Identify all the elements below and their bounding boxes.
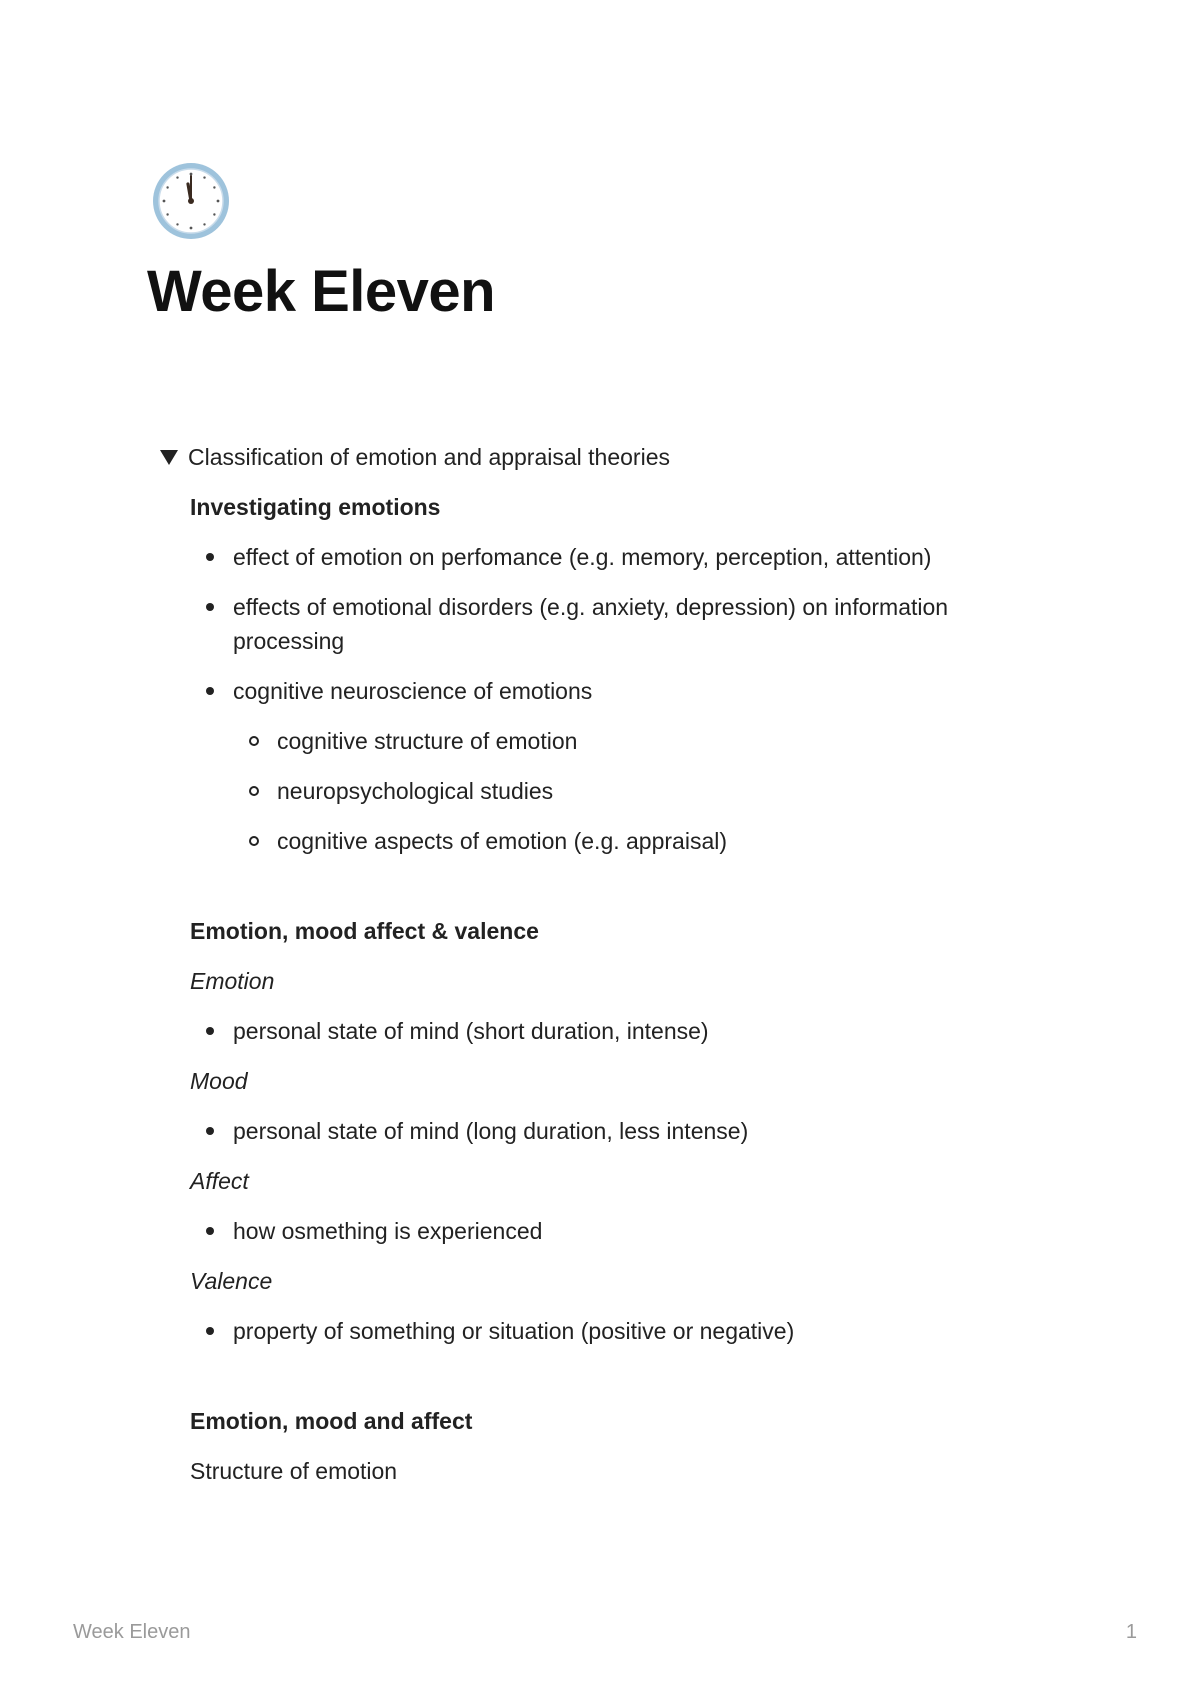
- list-item: personal state of mind (long duration, less intense): [190, 1114, 1010, 1148]
- term-label: Valence: [190, 1268, 273, 1294]
- clock-icon: [150, 160, 232, 242]
- toggle-content: [190, 490, 1010, 1504]
- triangle-down-icon[interactable]: [160, 450, 178, 465]
- bullet-list: [190, 1114, 1010, 1148]
- list-item: effects of emotional disorders (e.g. anxiety, depression) on information processing: [190, 590, 1010, 658]
- term-label: Mood: [190, 1068, 248, 1094]
- bullet-list: [190, 1014, 1010, 1048]
- paragraph-text: Structure of emotion: [190, 1458, 398, 1484]
- sub-list-item: neuropsychological studies: [233, 774, 1010, 808]
- toggle-label: Classification of emotion and appraisal theories: [188, 443, 670, 470]
- list-item: personal state of mind (short duration, intense): [190, 1014, 1010, 1048]
- list-item: effect of emotion on perfomance (e.g. memory, perception, attention): [190, 540, 1010, 574]
- toggle-header[interactable]: [160, 442, 980, 472]
- footer-title: Week Eleven: [73, 1621, 191, 1643]
- bullet-list: [190, 1214, 1010, 1248]
- page-number: 1: [1125, 1621, 1137, 1643]
- list-item: [190, 674, 1010, 858]
- list-item: how osmething is experienced: [190, 1214, 1010, 1248]
- list-item-text: cognitive neuroscience of emotions: [233, 678, 593, 704]
- list-item: property of something or situation (positive or negative): [190, 1314, 1010, 1348]
- bullet-list: [190, 540, 1010, 858]
- section-heading: Emotion, mood affect & valence: [190, 918, 539, 944]
- toggle-block: [160, 442, 980, 472]
- term-label: Affect: [190, 1168, 249, 1194]
- sub-bullet-list: [233, 724, 1010, 858]
- section-heading: Emotion, mood and affect: [190, 1408, 473, 1434]
- bullet-list: [190, 1314, 1010, 1348]
- page-title: Week Eleven: [147, 259, 496, 324]
- section-heading: Investigating emotions: [190, 494, 441, 520]
- sub-list-item: cognitive structure of emotion: [233, 724, 1010, 758]
- sub-list-item: cognitive aspects of emotion (e.g. appraisal): [233, 824, 1010, 858]
- term-label: Emotion: [190, 968, 275, 994]
